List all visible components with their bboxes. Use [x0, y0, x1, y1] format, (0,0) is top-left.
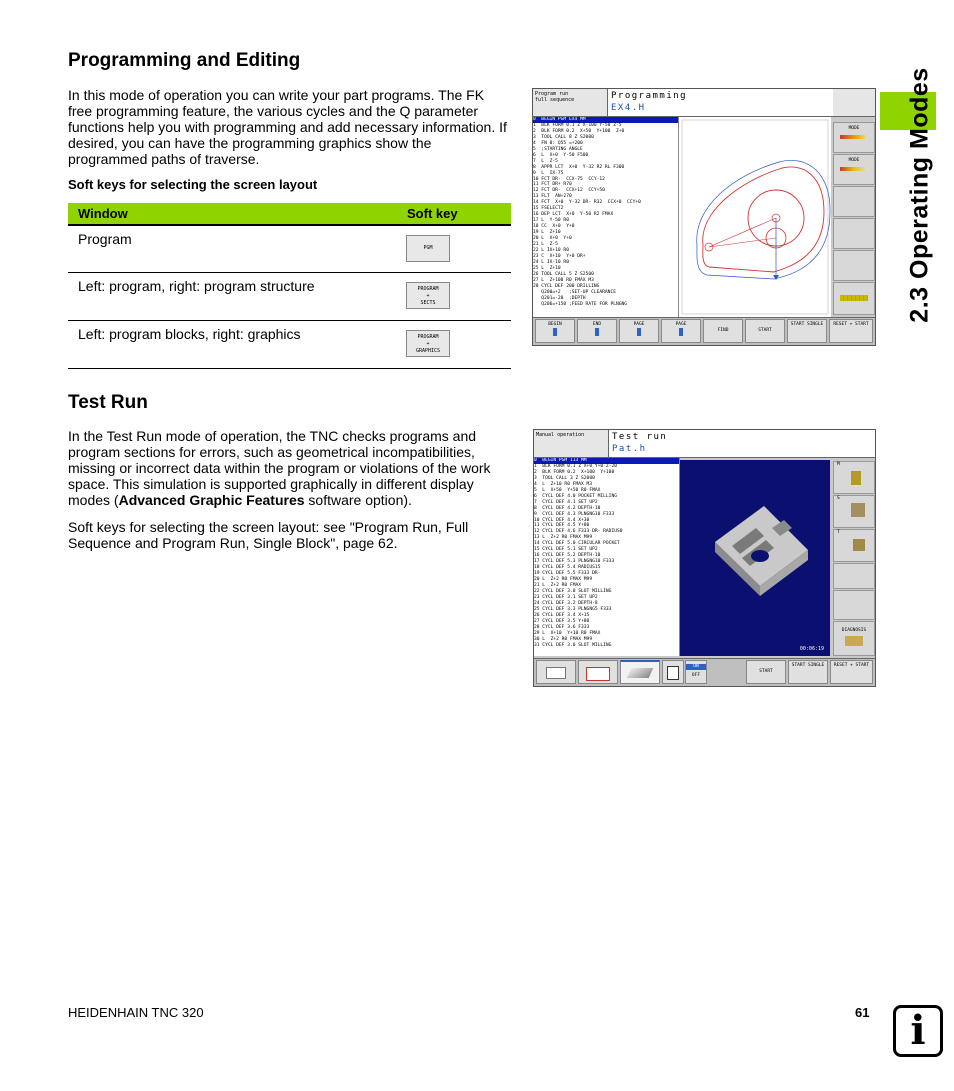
- program-graphics-softkey[interactable]: PROGRAM + GRAPHICS: [406, 330, 450, 357]
- program-line[interactable]: 31 CYCL DEF 3.0 SLOT MILLING: [534, 642, 612, 648]
- program-line[interactable]: 8 APPR LCT X+0 Y-32 R2 RL F300: [533, 164, 625, 170]
- program-line[interactable]: 15 FSELECT2: [533, 206, 564, 212]
- program-line[interactable]: 14 CYCL DEF 5.0 CIRCULAR POCKET: [534, 541, 620, 547]
- program-line[interactable]: 4 FN 0: Q55 =+200: [533, 140, 583, 146]
- program-line[interactable]: 3 TOOL CALL 8 Z S2000: [533, 134, 594, 140]
- programming-screenshot: [532, 88, 876, 346]
- program-line[interactable]: 19 CYCL DEF 5.5 F333 DR-: [534, 571, 601, 577]
- simulation-graphics: [680, 460, 830, 656]
- program-line[interactable]: 28 CYCL DEF 3.6 F333: [534, 624, 590, 630]
- view-3-planes-softkey[interactable]: [578, 660, 618, 684]
- program-line[interactable]: 5 L X+50 Y+50 R0 FMAX: [534, 487, 601, 493]
- program-line[interactable]: 21 L Z-5: [533, 242, 558, 248]
- rotate-softkey[interactable]: [662, 660, 684, 684]
- mode-label: Program run full sequence: [535, 91, 575, 103]
- program-line[interactable]: 27 L Z+100 R0 FMAX M3: [533, 277, 594, 283]
- programming-paragraph: In this mode of operation you can write your part programs. The FK free programming feature, the various cycles and the Q parameter functions help you with programming and add necessary information. If desired, you can have the programming graphics show the programmed paths of traverse.: [68, 87, 507, 167]
- program-line[interactable]: 28 CYCL DEF 200 DRILLING: [533, 283, 600, 289]
- program-line[interactable]: 26 TOOL CALL 5 Z S2500: [533, 271, 594, 277]
- program-line[interactable]: 0 BEGIN PGM EX4 MM: [533, 117, 678, 123]
- program-line[interactable]: 24 CYCL DEF 3.2 DEPTH-8: [534, 600, 598, 606]
- start-softkey[interactable]: START: [746, 660, 786, 684]
- mode-softkey[interactable]: MODE: [833, 122, 875, 153]
- program-line[interactable]: 4 L Z+10 R0 FMAX M3: [534, 481, 593, 487]
- row-label: Left: program, right: program structure: [78, 278, 315, 294]
- program-line[interactable]: 26 CYCL DEF 3.4 X+15: [534, 612, 590, 618]
- program-line[interactable]: 25 CYCL DEF 3.3 PLNGNG5 F333: [534, 606, 612, 612]
- mode-softkey[interactable]: MODE: [833, 154, 875, 185]
- program-line[interactable]: 3 TOOL CALL 3 Z S2000: [534, 475, 595, 481]
- table-row: [68, 226, 511, 272]
- program-line[interactable]: 2 BLK FORM 0.2 X+50 Y+100 Z+0: [533, 128, 625, 134]
- program-line[interactable]: 23 C X+10 Y+0 DR+: [533, 253, 586, 259]
- program-listing: [533, 117, 679, 317]
- test-run-screenshot: [533, 429, 876, 687]
- table-row: [68, 272, 511, 320]
- program-line[interactable]: 6 CYCL DEF 4.0 POCKET MILLING: [534, 493, 617, 499]
- file-name: EX4.H: [611, 103, 646, 113]
- program-line[interactable]: 9 L IX-75: [533, 170, 564, 176]
- program-line[interactable]: 18 CC X+0 Y+0: [533, 224, 575, 230]
- info-icon: i: [893, 1005, 943, 1057]
- find-softkey[interactable]: FIND: [703, 319, 743, 343]
- program-line[interactable]: 11 CYCL DEF 4.5 Y+80: [534, 523, 590, 529]
- program-line[interactable]: 15 CYCL DEF 5.1 SET UP2: [534, 547, 598, 553]
- program-line[interactable]: Q200=+2 ;SET-UP CLEARANCE: [533, 289, 616, 295]
- program-line[interactable]: 7 CYCL DEF 4.1 SET UP2: [534, 499, 598, 505]
- page-up-softkey[interactable]: PAGE: [619, 319, 659, 343]
- program-line[interactable]: 12 FCT DR- CCX+12 CCY+50: [533, 188, 605, 194]
- program-line[interactable]: 13 FLT AN+270: [533, 194, 572, 200]
- program-line[interactable]: 19 L Z+10: [533, 230, 561, 236]
- program-line[interactable]: 0 BEGIN PGM 113 MM: [534, 458, 679, 464]
- program-line[interactable]: 13 L Z+2 R0 FMAX M99: [534, 535, 593, 541]
- program-line[interactable]: 5 ;STARTING ANGLE: [533, 146, 583, 152]
- program-line[interactable]: 20 L X+0 Y+0: [533, 236, 572, 242]
- program-line[interactable]: 16 CYCL DEF 5.2 DEPTH-10: [534, 553, 601, 559]
- program-line[interactable]: 18 CYCL DEF 5.4 RADIUS15: [534, 565, 601, 571]
- program-line[interactable]: 10 CYCL DEF 4.4 X+30: [534, 517, 590, 523]
- program-line[interactable]: 1 BLK FORM 0.1 Z X-100 Y-50 Z-5: [533, 122, 622, 128]
- table-header: [68, 203, 511, 224]
- program-line[interactable]: 17 CYCL DEF 5.3 PLNGNG10 F333: [534, 559, 615, 565]
- page-down-softkey[interactable]: PAGE: [661, 319, 701, 343]
- program-line[interactable]: 29 L X+10 Y+10 R0 FMAX: [534, 630, 601, 636]
- view-3d-softkey[interactable]: [620, 660, 660, 684]
- row-label: Program: [78, 231, 132, 247]
- file-name: Pat.h: [612, 444, 647, 454]
- program-line[interactable]: Q201=-20 ;DEPTH: [533, 295, 586, 301]
- start-single-softkey[interactable]: START SINGLE: [787, 319, 827, 343]
- program-line[interactable]: 25 L Z+10: [533, 265, 561, 271]
- s-softkey[interactable]: S: [833, 495, 875, 528]
- page-number: 61: [855, 1005, 870, 1020]
- program-line[interactable]: 8 CYCL DEF 4.2 DEPTH-10: [534, 505, 601, 511]
- reset-start-softkey[interactable]: RESET + START: [830, 660, 873, 684]
- program-line[interactable]: 27 CYCL DEF 3.5 Y+80: [534, 618, 590, 624]
- program-line[interactable]: 7 L Z-5: [533, 158, 558, 164]
- softkey-bar: [534, 658, 875, 686]
- side-softkey[interactable]: [833, 186, 875, 217]
- program-line[interactable]: 17 L Y-50 R0: [533, 218, 569, 224]
- program-line[interactable]: 1 BLK FORM 0.1 Z X+0 Y+0 Z-20: [534, 463, 617, 469]
- program-line[interactable]: 23 CYCL DEF 3.1 SET UP2: [534, 594, 598, 600]
- softkey-bar: [533, 317, 875, 345]
- footer-product: HEIDENHAIN TNC 320: [68, 1005, 204, 1020]
- program-line[interactable]: 24 L IX-10 R0: [533, 259, 569, 265]
- col-header-window: Window: [78, 206, 128, 221]
- program-line[interactable]: 21 L Z+2 R0 FMAX: [534, 583, 582, 589]
- program-line[interactable]: 22 L IX+10 R0: [533, 247, 569, 253]
- row-label: Left: program blocks, right: graphics: [78, 326, 301, 342]
- side-softkey[interactable]: [833, 563, 875, 589]
- program-line[interactable]: 16 DEP LCT X+0 Y-50 R2 FMAX: [533, 212, 614, 218]
- ruler-softkey[interactable]: [833, 282, 875, 315]
- program-line[interactable]: 9 CYCL DEF 4.3 PLNGNG10 F333: [534, 511, 615, 517]
- col-header-softkey: Soft key: [407, 206, 458, 221]
- on-off-softkey[interactable]: ON OFF: [685, 660, 707, 684]
- side-softkey[interactable]: [833, 590, 875, 620]
- programming-graphics: [679, 117, 831, 317]
- program-line[interactable]: 12 CYCL DEF 4.6 F333 DR- RADIUS0: [534, 529, 623, 535]
- softkey-subheading: Soft keys for selecting the screen layout: [68, 177, 318, 192]
- program-line[interactable]: 6 L X+0 Y-50 F500: [533, 152, 589, 158]
- start-softkey[interactable]: START: [745, 319, 785, 343]
- screen-title: Test run: [612, 432, 668, 442]
- diagnosis-softkey[interactable]: DIAGNOSIS: [833, 621, 875, 656]
- reset-start-softkey[interactable]: RESET + START: [829, 319, 873, 343]
- program-line[interactable]: Q206=+150 ;FEED RATE FOR PLNGNG: [533, 301, 628, 307]
- end-softkey[interactable]: END: [577, 319, 617, 343]
- screen-header: [533, 89, 875, 117]
- test-run-paragraph-2: Soft keys for selecting the screen layout: see "Program Run, Full Sequence and Program Run, Single Block", page 62.: [68, 519, 469, 551]
- chapter-side-title: 2.3 Operating Modes: [905, 67, 934, 323]
- program-line[interactable]: 11 FCT DR+ R70: [533, 182, 572, 188]
- t-softkey[interactable]: T: [833, 529, 875, 562]
- run-timer: 00:06:19: [799, 646, 824, 652]
- m-softkey[interactable]: M: [833, 461, 875, 494]
- screen-title: Programming: [611, 91, 688, 101]
- view-plan-softkey[interactable]: [536, 660, 576, 684]
- start-single-softkey[interactable]: START SINGLE: [788, 660, 828, 684]
- table-row: [68, 320, 511, 369]
- begin-softkey[interactable]: BEGIN: [535, 319, 575, 343]
- test-run-paragraph: In the Test Run mode of operation, the TNC checks programs and program sections for errors, such as geometrical incompatibilities, missing or incorrect data within the program or violations of the work space. This simulation is supported graphically in different display modes (Advanced Graphic Features software option).: [68, 428, 491, 508]
- side-softkey[interactable]: [833, 250, 875, 281]
- program-line[interactable]: 30 L Z+2 R0 FMAX M99: [534, 636, 593, 642]
- side-softkey[interactable]: [833, 218, 875, 249]
- program-line[interactable]: 20 L Z+2 R0 FMAX M99: [534, 577, 593, 583]
- softkey-table: [68, 203, 511, 369]
- mode-label: Manual operation: [536, 432, 585, 438]
- program-line[interactable]: 2 BLK FORM 0.2 X+100 Y+100: [534, 469, 615, 475]
- section-heading-programming: Programming and Editing: [68, 50, 301, 71]
- program-line[interactable]: 10 FCT DR- CCX-75 CCY-12: [533, 176, 605, 182]
- section-heading-test-run: Test Run: [68, 392, 148, 413]
- program-line[interactable]: 22 CYCL DEF 3.0 SLOT MILLING: [534, 588, 612, 594]
- program-line[interactable]: 14 FCT X+0 Y-32 DR- R32 CCX+0 CCY+0: [533, 200, 641, 206]
- program-sects-softkey[interactable]: PROGRAM + SECTS: [406, 282, 450, 309]
- screen-header: [534, 430, 875, 458]
- pgm-softkey[interactable]: PGM: [406, 235, 450, 262]
- program-listing: [534, 458, 680, 656]
